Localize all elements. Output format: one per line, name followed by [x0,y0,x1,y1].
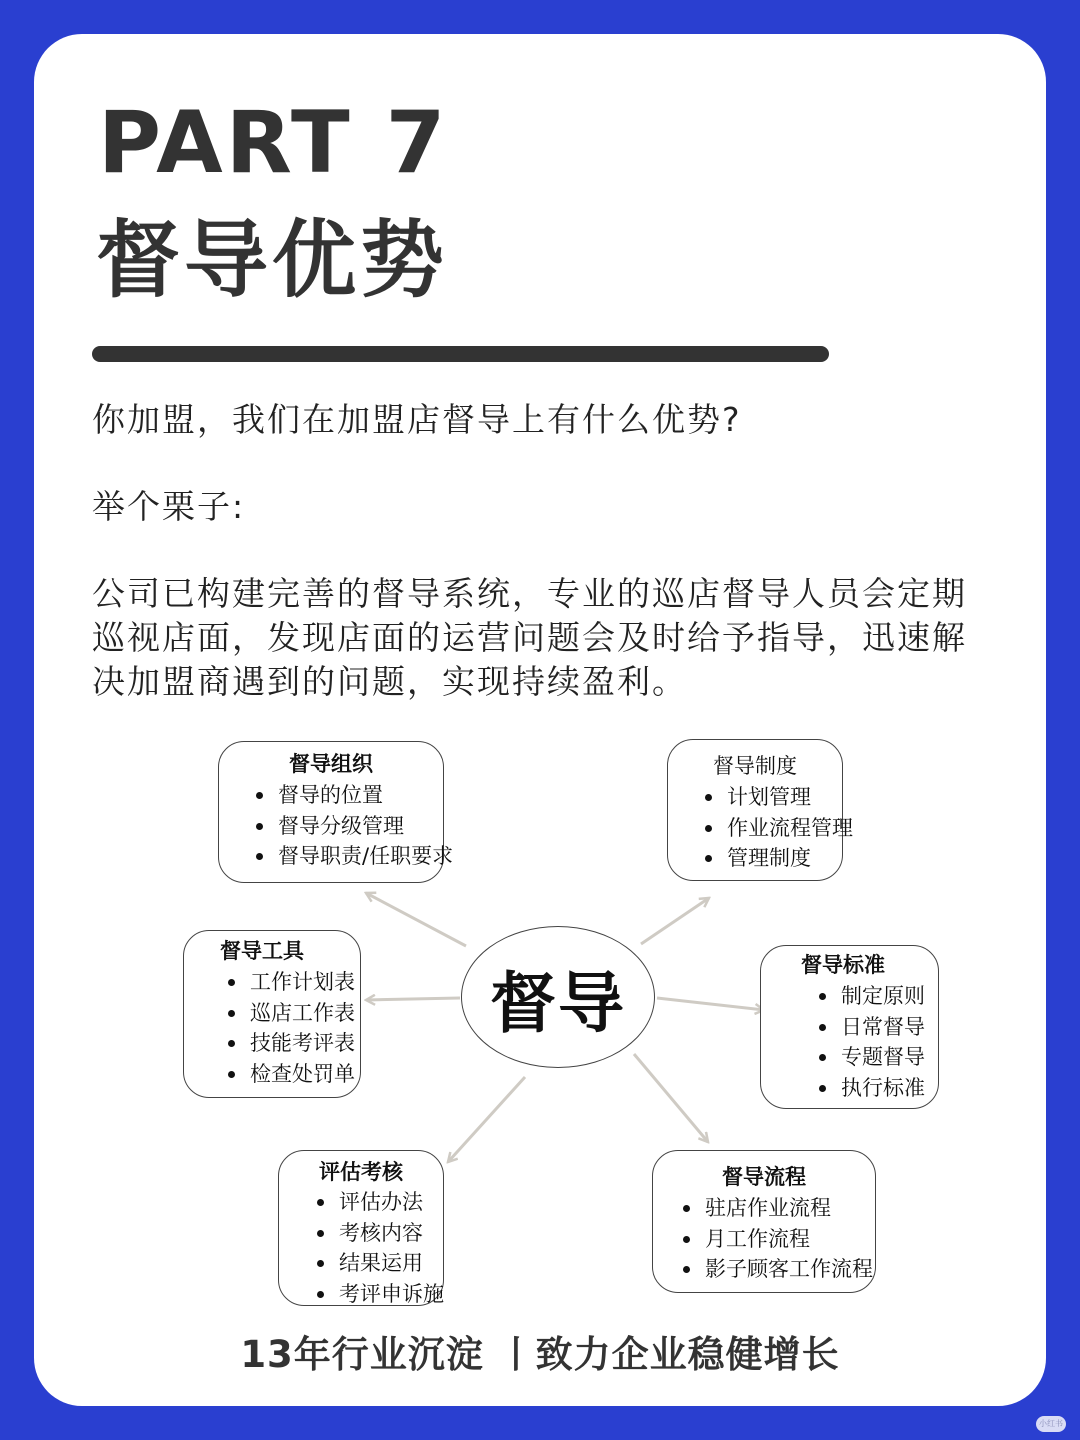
list-item: 结果运用 [317,1248,443,1279]
list-item: 日常督导 [819,1012,938,1043]
node-process [652,1150,876,1293]
part-label: PART 7 [98,93,449,193]
watermark-badge: 小红书 [1036,1416,1066,1432]
node-evaluation [278,1150,444,1306]
list-item: 专题督导 [819,1042,938,1073]
list-item: 工作计划表 [228,967,360,998]
node-organization [218,741,454,883]
example-label: 举个栗子: [92,487,246,526]
node-title: 督导组织 [289,752,373,776]
title-divider [92,346,829,362]
list-item: 督导职责/任职要求 [256,841,443,872]
node-title: 评估考核 [319,1160,403,1184]
node-title: 督导制度 [713,754,797,778]
list-item: 巡店工作表 [228,998,360,1029]
list-item: 检查处罚单 [228,1059,360,1090]
list-item: 督导的位置 [256,780,443,811]
list-item: 考评申诉施 [317,1279,443,1310]
node-title: 督导流程 [722,1165,806,1189]
list-item: 管理制度 [705,843,842,874]
intro-body: 公司已构建完善的督导系统，专业的巡店督导人员会定期巡视店面，发现店面的运营问题会及时给予指导，迅速解决加盟商遇到的问题，实现持续盈利。 [92,574,967,701]
list-item: 作业流程管理 [705,813,842,844]
list-item: 制定原则 [819,981,938,1012]
node-system [667,739,853,881]
footer-slogan: 13年行业沉淀 丨致力企业稳健增长 [240,1333,840,1376]
list-item: 考核内容 [317,1218,443,1249]
node-title: 督导标准 [801,953,885,977]
center-node [461,926,655,1068]
center-label: 督导 [490,964,626,1042]
list-item: 执行标准 [819,1073,938,1104]
page-title: 督导优势 [96,211,449,309]
node-tools [183,930,361,1098]
node-title: 督导工具 [220,939,304,963]
list-item: 驻店作业流程 [683,1193,875,1224]
list-item: 月工作流程 [683,1224,875,1255]
list-item: 督导分级管理 [256,811,443,842]
list-item: 评估办法 [317,1187,443,1218]
list-item: 影子顾客工作流程 [683,1254,875,1285]
list-item: 计划管理 [705,782,842,813]
node-standards [760,945,939,1109]
list-item: 技能考评表 [228,1028,360,1059]
intro-question: 你加盟，我们在加盟店督导上有什么优势? [92,400,742,439]
